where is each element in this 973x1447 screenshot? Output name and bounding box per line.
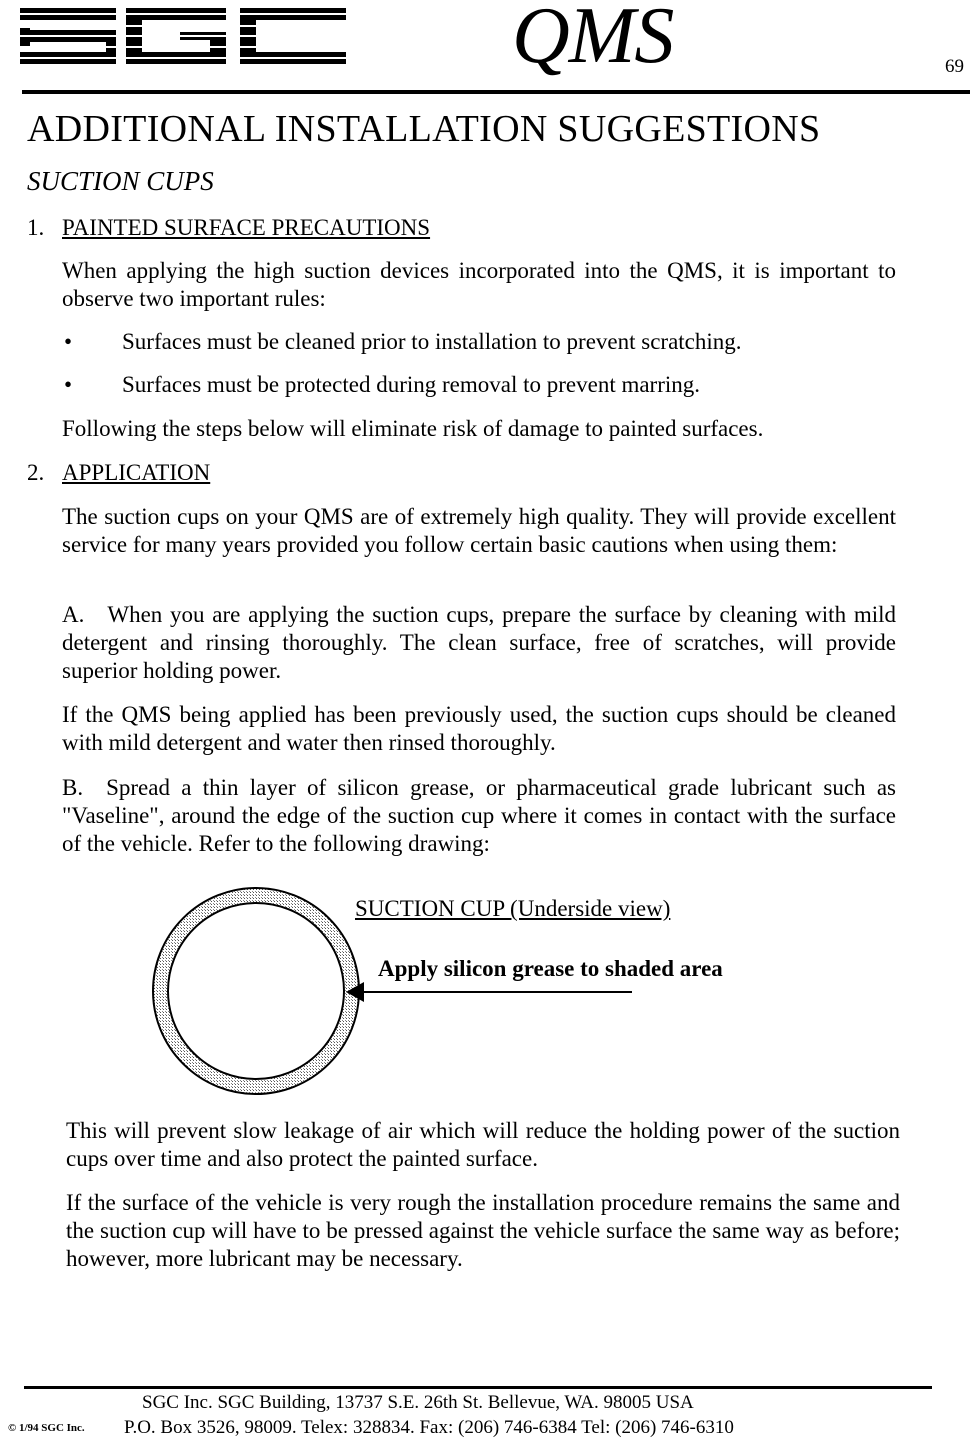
step-b: B. Spread a thin layer of silicon grease, or pharmaceutical grade lubricant such as "Vaseline", around the edge of the suction cup where it comes in contact with the surface of the vehicle. Refer to the following drawing:: [62, 775, 896, 856]
step-a: A. When you are applying the suction cups, prepare the surface by cleaning with mild detergent and rinsing thoroughly. The clean surface, free of scratches, will provide superior holding power.: [62, 602, 896, 683]
bullet-dot: •: [64, 329, 73, 354]
suction-cup-center: [168, 903, 344, 1079]
after-figure-paragraph-1: This will prevent slow leakage of air which will reduce the holding power of the suction cups over time and also protect the painted surface.: [66, 1118, 900, 1171]
section-2-intro: The suction cups on your QMS are of extremely high quality. They will provide excellent service for many years provided you follow certain basic cautions when using them:: [62, 504, 896, 557]
footer-divider: [24, 1386, 932, 1389]
figure-caption: SUCTION CUP (Underside view): [355, 896, 671, 921]
page-number: 69: [945, 56, 964, 77]
product-title: QMS: [512, 0, 674, 80]
footer-address: SGC Inc. SGC Building, 13737 S.E. 26th St. Bellevue, WA. 98005 USA: [142, 1392, 694, 1413]
bullet-item-1: Surfaces must be cleaned prior to installation to prevent scratching.: [122, 329, 742, 354]
page-subtitle: SUCTION CUPS: [27, 166, 214, 196]
after-figure-paragraph-2: If the surface of the vehicle is very rough the installation procedure remains the same and the suction cup will have to be pressed against the vehicle surface the same way as before; however, more lubricant may be necessary.: [66, 1190, 900, 1271]
section-1-number: 1.: [27, 215, 45, 240]
section-1-intro: When applying the high suction devices incorporated into the QMS, it is important to observe two important rules:: [62, 258, 896, 311]
page-title: ADDITIONAL INSTALLATION SUGGESTIONS: [27, 108, 821, 150]
section-2-heading: APPLICATION: [62, 460, 211, 485]
section-1-closing: Following the steps below will eliminate risk of damage to painted surfaces.: [62, 416, 764, 441]
bullet-item-2: Surfaces must be protected during removal to prevent marring.: [122, 372, 701, 397]
section-2-number: 2.: [27, 460, 45, 485]
figure-annotation: Apply silicon grease to shaded area: [378, 956, 723, 981]
bullet-dot: •: [64, 372, 73, 397]
used-note: If the QMS being applied has been previously used, the suction cups should be cleaned with mild detergent and water then rinsed thoroughly.: [62, 702, 896, 755]
copyright-notice: © 1/94 SGC Inc.: [8, 1422, 85, 1434]
section-1-heading: PAINTED SURFACE PRECAUTIONS: [62, 215, 431, 240]
sgc-logo: [18, 6, 348, 68]
header-divider: [22, 90, 970, 94]
footer-contact: P.O. Box 3526, 98009. Telex: 328834. Fax: (206) 746-6384 Tel: (206) 746-6310: [124, 1417, 734, 1438]
